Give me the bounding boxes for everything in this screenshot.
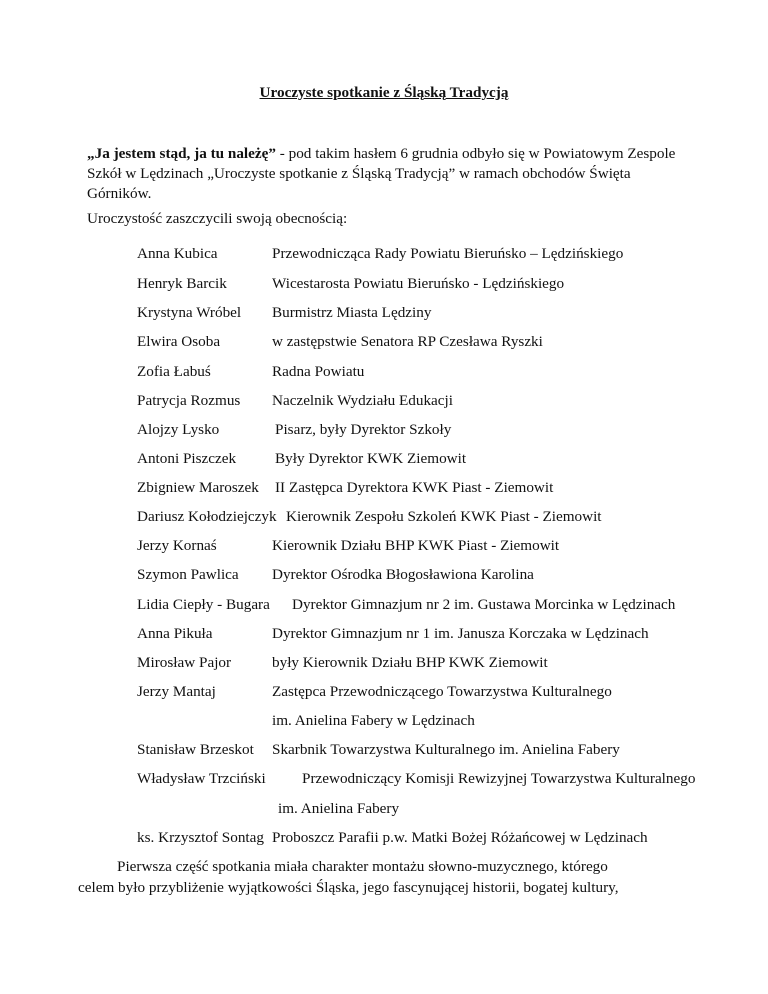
guest-name: Anna Kubica <box>137 245 218 262</box>
guest-name: Zbigniew Maroszek <box>137 479 259 496</box>
guest-name: Anna Pikuła <box>137 625 213 642</box>
guest-function: Zastępca Przewodniczącego Towarzystwa Kulturalnego <box>272 683 612 700</box>
guest-function: Przewodnicząca Rady Powiatu Bieruńsko – Lędzińskiego <box>272 245 624 262</box>
guest-name: ks. Krzysztof Sontag <box>137 829 264 846</box>
guest-function: Kierownik Zespołu Szkoleń KWK Piast - Ziemowit <box>286 508 602 525</box>
guest-function: Przewodniczący Komisji Rewizyjnej Towarzystwa Kulturalnego <box>302 770 696 787</box>
guest-function: Radna Powiatu <box>272 363 365 380</box>
guest-function: im. Anielina Fabery w Lędzinach <box>272 712 475 729</box>
guest-function: Kierownik Działu BHP KWK Piast - Ziemowit <box>272 537 560 554</box>
guest-name: Stanisław Brzeskot <box>137 741 254 758</box>
guest-name: Jerzy Mantaj <box>137 683 216 700</box>
guest-function: Dyrektor Gimnazjum nr 2 im. Gustawa Morcinka w Lędzinach <box>292 596 676 613</box>
guest-function: II Zastępca Dyrektora KWK Piast - Ziemowit <box>275 479 554 496</box>
guest-name: Dariusz Kołodziejczyk <box>137 508 277 525</box>
intro-paragraph <box>87 144 687 204</box>
guest-name: Władysław Trzciński <box>137 770 266 787</box>
guest-function: im. Anielina Fabery <box>278 800 400 817</box>
guest-function: Naczelnik Wydziału Edukacji <box>272 392 453 409</box>
guest-function: były Kierownik Działu BHP KWK Ziemowit <box>272 654 548 671</box>
guest-function: Proboszcz Parafii p.w. Matki Bożej Różańcowej w Lędzinach <box>272 829 648 846</box>
motto: „Ja jestem stąd, ja tu należę” <box>87 145 276 162</box>
closing-line-1: Pierwsza część spotkania miała charakter montażu słowno-muzycznego, którego <box>117 858 608 875</box>
guest-name: Krystyna Wróbel <box>137 304 242 321</box>
guest-function: Były Dyrektor KWK Ziemowit <box>275 450 467 467</box>
guest-function: w zastępstwie Senatora RP Czesława Ryszki <box>272 333 543 350</box>
guest-name: Patrycja Rozmus <box>137 392 241 409</box>
guest-function: Skarbnik Towarzystwa Kulturalnego im. Anielina Fabery <box>272 741 620 758</box>
intro-text: - pod takim hasłem 6 grudnia odbyło się w Powiatowym Zespole Szkół w Lędzinach „Uroczyste spotkanie z Śląską Tradycją” w ramach obchodów Święta Górników. <box>87 145 676 202</box>
guest-name: Szymon Pawlica <box>137 566 239 583</box>
guests-intro: Uroczystość zaszczycili swoją obecnością: <box>87 210 348 227</box>
guest-name: Alojzy Lysko <box>137 421 220 438</box>
guest-name: Jerzy Kornaś <box>137 537 217 554</box>
closing-line-2: celem było przybliżenie wyjątkowości Śląska, jego fascynującej historii, bogatej kultury, <box>78 879 619 896</box>
guest-name: Antoni Piszczek <box>137 450 237 467</box>
guest-name: Elwira Osoba <box>137 333 221 350</box>
guest-name: Zofia Łabuś <box>137 363 211 380</box>
guest-name: Lidia Ciepły - Bugara <box>137 596 270 613</box>
guest-function: Dyrektor Gimnazjum nr 1 im. Janusza Korczaka w Lędzinach <box>272 625 649 642</box>
guest-name: Mirosław Pajor <box>137 654 232 671</box>
closing-paragraph <box>78 856 687 898</box>
guest-name: Henryk Barcik <box>137 275 227 292</box>
guest-function: Dyrektor Ośrodka Błogosławiona Karolina <box>272 566 534 583</box>
document-title: Uroczyste spotkanie z Śląską Tradycją <box>259 84 509 101</box>
guest-function: Pisarz, były Dyrektor Szkoły <box>275 421 452 438</box>
guest-function: Burmistrz Miasta Lędziny <box>272 304 432 321</box>
guest-function: Wicestarosta Powiatu Bieruńsko - Lędzińskiego <box>272 275 565 292</box>
